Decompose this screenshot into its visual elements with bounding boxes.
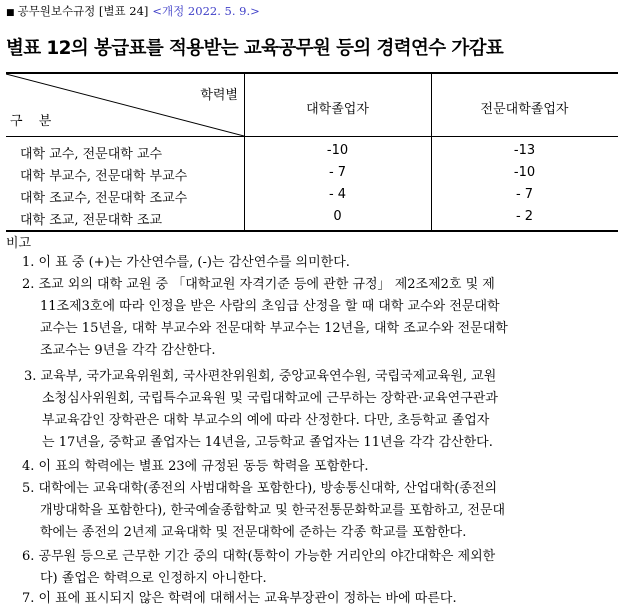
note-line: 는 17년을, 중학교 졸업자는 14년을, 고등학교 졸업자는 11년을 각각 감산한다. bbox=[42, 435, 493, 450]
square-bullet-icon: ■ bbox=[6, 8, 15, 18]
note-line: 다) 졸업은 학력으로 인정하지 아니한다. bbox=[40, 571, 267, 586]
note-line: 부교육감인 장학관은 대학 부교수의 예에 따라 산정한다. 다만, 초등학교 졸업자 bbox=[42, 413, 490, 428]
note-line: 11조제3호에 따라 인정을 받은 사람의 초임급 산정을 할 때 대학 교수와 전문대학 bbox=[40, 299, 500, 314]
note-line: 6. 공무원 등으로 근무한 기간 중의 대학(통학이 가능한 거리안의 야간대학은 제외한 bbox=[22, 549, 496, 564]
notes-heading: 비고 bbox=[6, 236, 32, 251]
note-line: 조교수는 9년을 각각 감산한다. bbox=[40, 343, 216, 358]
table-cell: -13 bbox=[513, 143, 536, 158]
adjustment-table bbox=[6, 72, 618, 232]
column-header-college: 전문대학졸업자 bbox=[480, 102, 569, 117]
table-header bbox=[6, 74, 618, 137]
table-cell: - 7 bbox=[515, 187, 534, 202]
note-line: 개방대학을 포함한다), 한국예술종합학교 및 한국전통문화학교를 포함하고, 전문대 bbox=[40, 503, 506, 518]
table-cell: -10 bbox=[326, 143, 349, 158]
header-education-label: 학력별 bbox=[200, 88, 238, 103]
table-cell: -10 bbox=[513, 165, 536, 180]
note-line: 소청심사위원회, 국립특수교육원 및 국립대학교에 근무하는 장학관·교육연구관과 bbox=[42, 391, 498, 406]
row-label: 대학 조교수, 전문대학 조교수 bbox=[20, 191, 188, 206]
revision-date: <개정 2022. 5. 9.> bbox=[152, 4, 260, 18]
row-label: 대학 교수, 전문대학 교수 bbox=[20, 147, 163, 162]
row-label: 대학 조교, 전문대학 조교 bbox=[20, 213, 163, 228]
note-line: 3. 교육부, 국가교육위원회, 국사편찬위원회, 중앙교육연수원, 국립국제교육원, 교원 bbox=[24, 369, 497, 384]
table-cell: 0 bbox=[333, 209, 342, 224]
column-header-university: 대학졸업자 bbox=[306, 102, 369, 117]
note-line: 4. 이 표의 학력에는 별표 23에 규정된 동등 학력을 포함한다. bbox=[22, 459, 369, 474]
note-line: 5. 대학에는 교육대학(종전의 사범대학을 포함한다), 방송통신대학, 산업대학(종전의 bbox=[22, 481, 498, 496]
row-label: 대학 부교수, 전문대학 부교수 bbox=[20, 169, 188, 184]
note-line: 1. 이 표 중 (+)는 가산연수를, (-)는 감산연수를 의미한다. bbox=[22, 255, 350, 270]
note-line: 교수는 15년을, 대학 부교수와 전문대학 부교수는 12년을, 대학 조교수와 전문대학 bbox=[40, 321, 508, 336]
note-line: 2. 조교 외의 대학 교원 중 「대학교원 자격기준 등에 관한 규정」 제2조제2호 및 제 bbox=[22, 277, 495, 292]
table-cell: - 4 bbox=[328, 187, 347, 202]
document-header bbox=[6, 3, 260, 19]
regulation-reference: 공무원보수규정 [별표 24] bbox=[17, 4, 149, 18]
table-cell: - 2 bbox=[515, 209, 534, 224]
header-category-label: 구 분 bbox=[10, 114, 58, 129]
note-line: 7. 이 표에 표시되지 않은 학력에 대해서는 교육부장관이 정하는 바에 따른다. bbox=[22, 591, 457, 606]
table-cell: - 7 bbox=[328, 165, 347, 180]
note-line: 학에는 종전의 2년제 교육대학 및 전문대학에 준하는 각종 학교를 포함한다. bbox=[40, 525, 467, 540]
page-title: 별표 12의 봉급표를 적용받는 교육공무원 등의 경력연수 가감표 bbox=[6, 38, 504, 59]
